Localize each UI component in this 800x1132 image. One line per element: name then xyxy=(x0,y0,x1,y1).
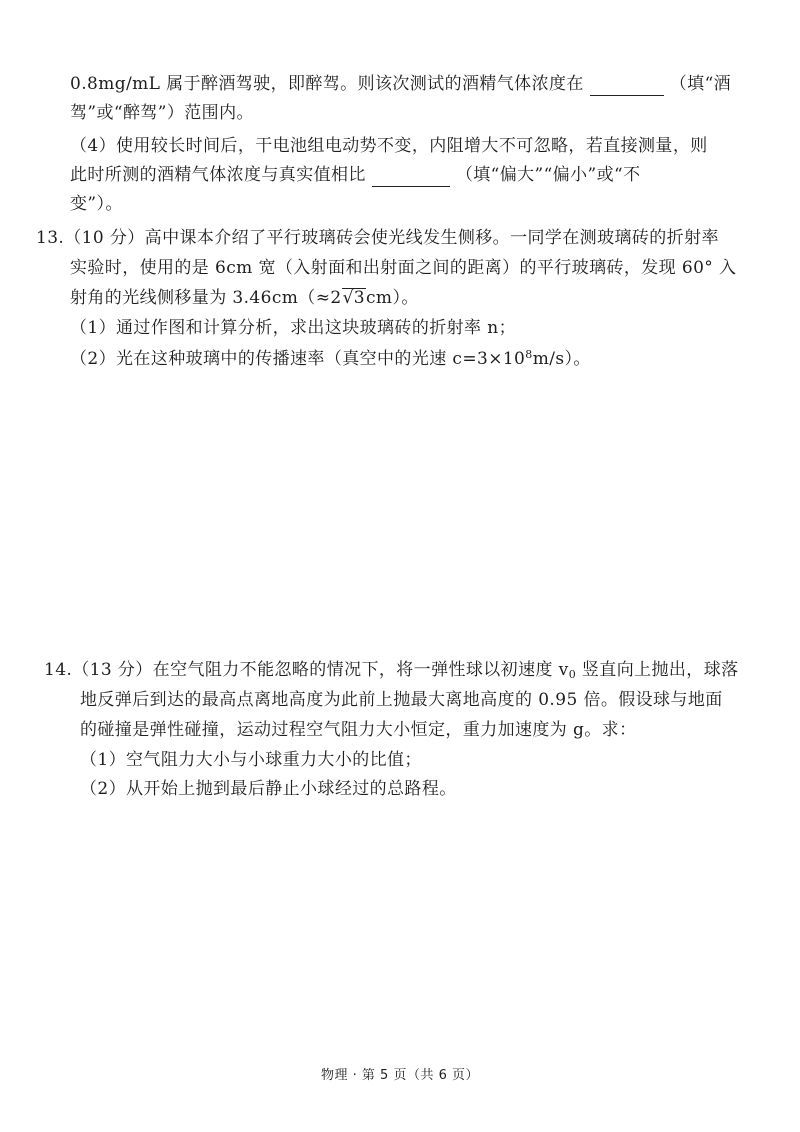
answer-blank-1[interactable] xyxy=(590,77,664,96)
q14-line-1-tail: 竖直向上抛出，球落 xyxy=(576,660,739,680)
page-footer: 物理 · 第 5 页（共 6 页） xyxy=(321,1068,479,1083)
q14-part-1: （1）空气阻力大小与小球重力大小的比值； xyxy=(80,750,422,770)
q14-line-2: 地反弹后到达的最高点离地高度为此前上抛最大离地高度的 0.95 倍。假设球与地面 xyxy=(80,690,723,710)
q13-line-3-tail: cm）。 xyxy=(366,288,419,308)
q12-part-4-line-1: （4）使用较长时间后，干电池组电动势不变，内阻增大不可忽略，若直接测量，则 xyxy=(70,136,708,156)
q13-part-2-tail: m/s）。 xyxy=(532,349,591,369)
q13-part-2 xyxy=(70,343,591,371)
answer-blank-2[interactable] xyxy=(372,168,450,187)
q14-line-3: 的碰撞是弹性碰撞，运动过程空气阻力大小恒定，重力加速度为 g。求： xyxy=(80,720,637,740)
subscript: 0 xyxy=(568,668,577,681)
sqrt-radicand: 3 xyxy=(353,288,366,308)
q12-part-4-tail: （填“偏大”“偏小”或“不 xyxy=(455,165,641,185)
q14-part-2: （2）从开始上抛到最后静止小球经过的总路程。 xyxy=(80,779,457,799)
q13-part-1: （1）通过作图和计算分析，求出这块玻璃砖的折射率 n； xyxy=(70,318,516,338)
q14-line-1 xyxy=(44,658,739,687)
q12-line-1 xyxy=(70,72,731,96)
q13-line-2: 实验时，使用的是 6cm 宽（入射面和出射面之间的距离）的平行玻璃砖，发现 60° 入 xyxy=(70,258,737,278)
q13-line-3-text: 射角的光线侧移量为 3.46cm（≈2 xyxy=(70,288,342,308)
sqrt-symbol: √3 xyxy=(342,288,366,308)
q12-line-1-tail: （填“酒 xyxy=(669,74,732,94)
q12-line-1-text: 0.8mg/mL 属于醉酒驾驶，即醉驾。则该次测试的酒精气体浓度在 xyxy=(70,74,584,94)
q12-part-4-text: 此时所测的酒精气体浓度与真实值相比 xyxy=(70,165,366,185)
q12-part-4-line-2 xyxy=(70,163,640,187)
q13-line-3 xyxy=(70,286,419,310)
q13-part-2-text: （2）光在这种玻璃中的传播速率（真空中的光速 c=3×10 xyxy=(70,349,526,369)
q13-line-1: 13.（10 分）高中课本介绍了平行玻璃砖会使光线发生侧移。一同学在测玻璃砖的折射率 xyxy=(36,228,719,248)
q12-line-2: 驾”或“醉驾”）范围内。 xyxy=(70,103,254,123)
q12-part-4-line-3: 变”）。 xyxy=(70,194,123,214)
exponent: 8 xyxy=(525,348,533,361)
q14-line-1-text: 14.（13 分）在空气阻力不能忽略的情况下，将一弹性球以初速度 v xyxy=(44,660,569,680)
